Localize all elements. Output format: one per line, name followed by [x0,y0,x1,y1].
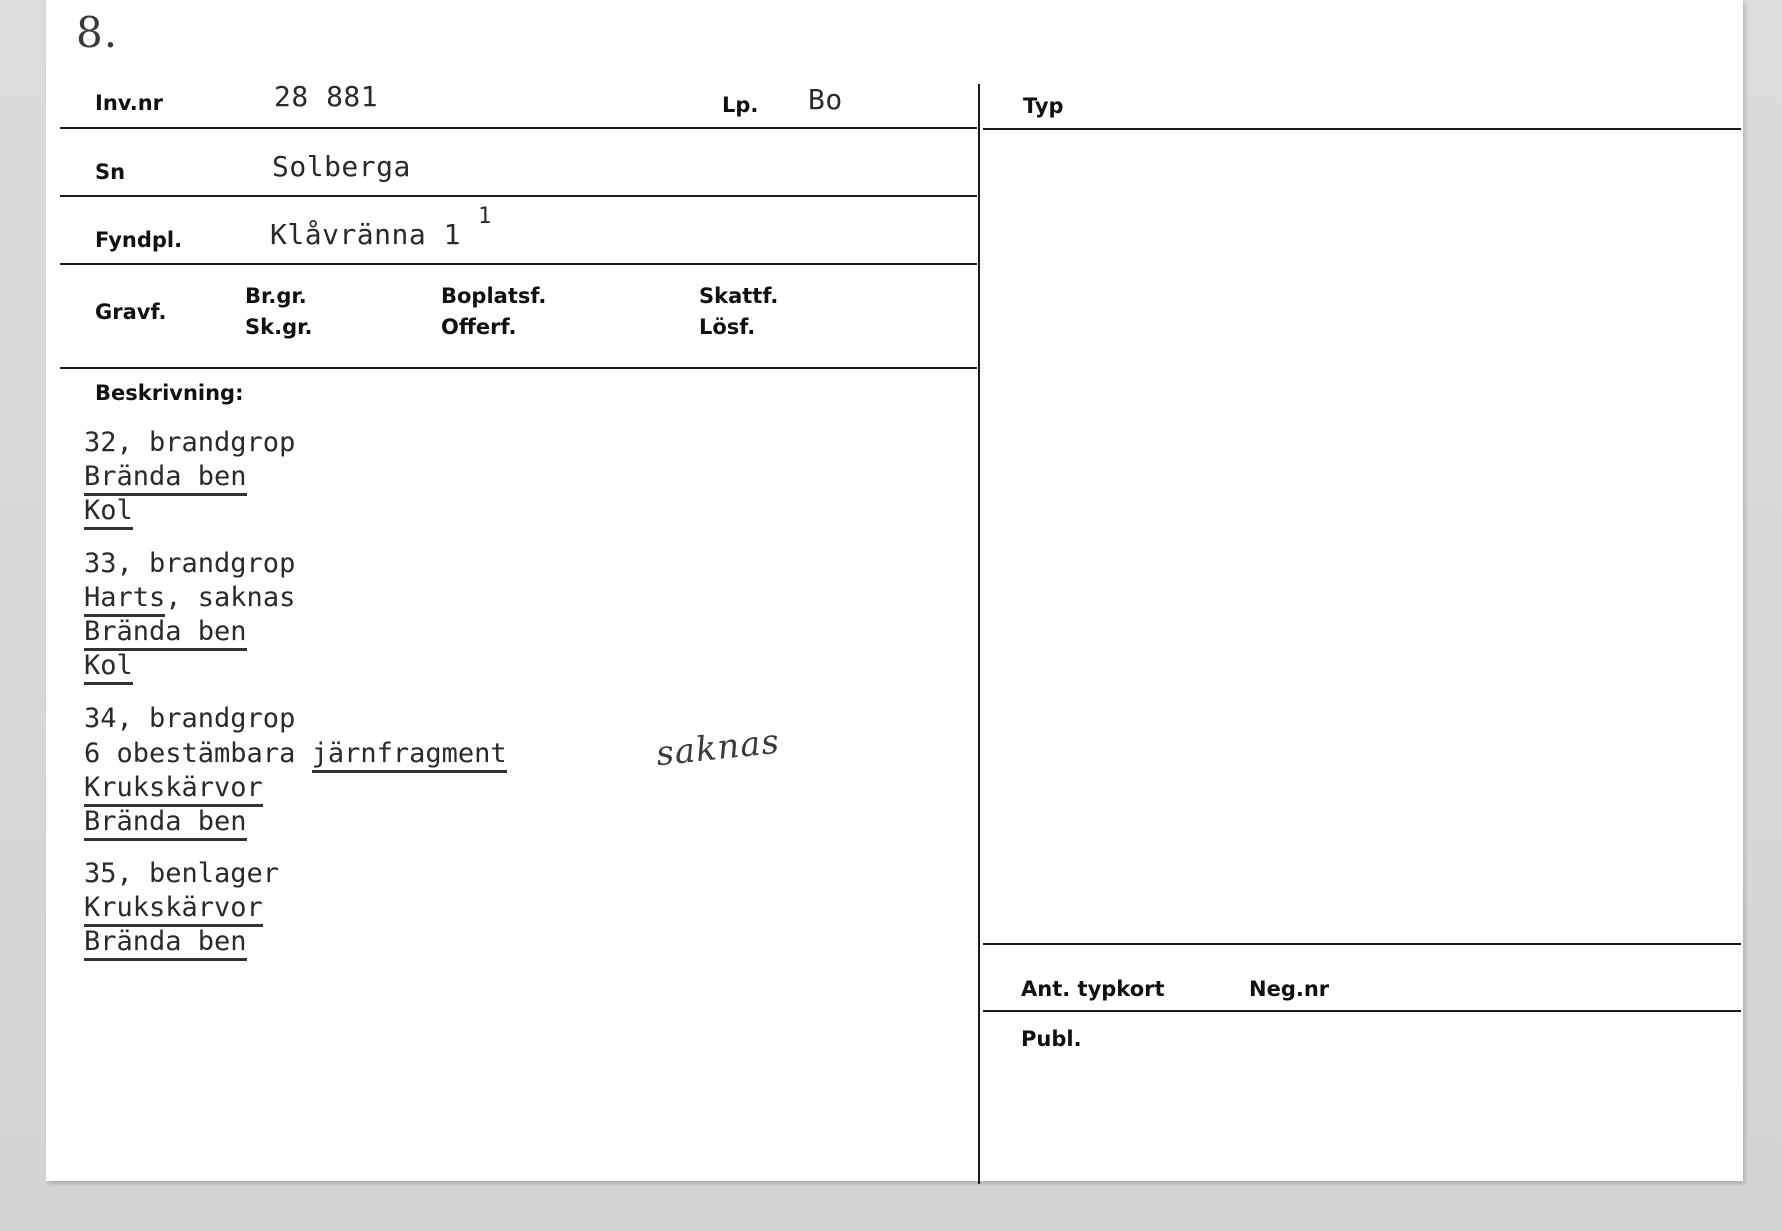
skgr-label: Sk.gr. [245,315,313,339]
entry-32-item: Kol [84,495,133,526]
inv-nr-value: 28 881 [274,80,379,113]
row-divider-3 [60,263,977,265]
ant-typkort-label: Ant. typkort [1021,977,1165,1001]
brgr-label: Br.gr. [245,284,307,308]
entry-32-item: Brända ben [84,461,247,492]
entry-34-item: Krukskärvor [84,772,263,803]
row-divider-2 [60,195,977,197]
footer-divider-top [983,943,1741,945]
row-divider-4 [60,367,977,369]
beskrivning-label: Beskrivning: [95,381,244,405]
offerf-label: Offerf. [441,315,517,339]
publ-label: Publ. [1021,1027,1082,1051]
handwritten-note: saknas [654,721,782,775]
gravf-label: Gravf. [95,300,167,324]
fyndpl-superscript: 1 [478,204,492,229]
losf-label: Lösf. [699,315,756,339]
sn-value: Solberga [272,150,411,183]
row-divider-1 [60,127,977,129]
footer-divider-bottom [983,1010,1741,1012]
sn-label: Sn [95,160,126,184]
entry-33-item: Brända ben [84,616,247,647]
lp-value: Bo [808,83,843,116]
entry-34-line2: 6 obestämbara järnfragment [84,738,507,769]
skattf-label: Skattf. [699,284,779,308]
entry-33-harts: Harts, saknas [84,582,295,613]
entry-34-item: Brända ben [84,806,247,837]
catalog-card [46,0,1743,1181]
typ-label: Typ [1023,94,1064,118]
fyndpl-label: Fyndpl. [95,228,183,252]
typ-divider [983,128,1741,130]
entry-32-title: 32, brandgrop [84,427,296,458]
entry-33-title: 33, brandgrop [84,548,296,579]
entry-33-item: Kol [84,650,133,681]
inv-nr-label: Inv.nr [95,91,164,115]
entry-35-title: 35, benlager [84,858,280,889]
entry-35-item: Krukskärvor [84,892,263,923]
lp-label: Lp. [722,93,759,117]
entry-34-title: 34, brandgrop [84,703,296,734]
entry-35-item: Brända ben [84,926,247,957]
neg-nr-label: Neg.nr [1249,977,1330,1001]
card-number: 8. [76,8,119,57]
boplatsf-label: Boplatsf. [441,284,547,308]
column-divider [978,84,980,1184]
fyndpl-value: Klåvränna 1 [270,218,461,251]
